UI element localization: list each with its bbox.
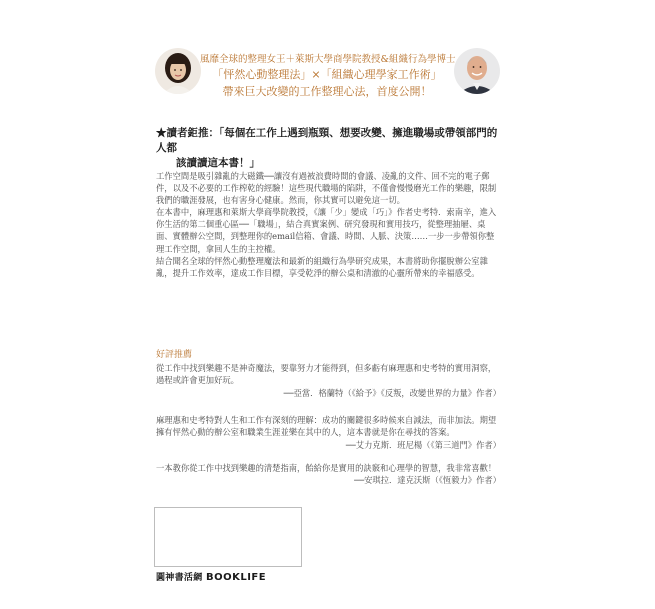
recommendation-line-2: 該讀讀這本書！」 xyxy=(176,157,260,169)
portrait-woman-icon xyxy=(155,48,201,94)
praise-item xyxy=(156,462,501,487)
logo-chinese-text: 圓神書活網 xyxy=(156,573,203,583)
header-tagline: 帶來巨大改變的工作整理心法，首度公開！ xyxy=(222,85,432,98)
header-title: 「怦然心動整理法」×「組織心理學家工作術」 xyxy=(212,68,442,81)
author-portrait-scott-sonenshein xyxy=(454,48,500,94)
intro-paragraph: 結合聞名全球的怦然心動整理魔法和最新的組織行為學研究成果，本書將助你擺脫辦公室雜亂，提升工作效率，達成工作目標，享受乾淨的辦公桌和清澈的心靈所帶來的幸福感受。 xyxy=(156,255,488,278)
praise-author: ──亞當．格蘭特（《給予》《反叛，改變世界的力量》作者） xyxy=(283,387,501,398)
praise-item xyxy=(156,414,501,451)
recommendation-line-1: ★讀者鉅推：「每個在工作上遇到瓶頸、想要改變、擁進職場或帶領部門的人都 xyxy=(156,127,498,154)
book-info-box xyxy=(154,507,302,567)
praise-text: 麻理惠和史考特對人生和工作有深刻的理解：成功的關鍵很多時候來自減法，而非加法。期望擁有怦然心動的辦公室和職業生涯並樂在其中的人，這本書就是你在尋找的答案。 xyxy=(156,415,497,438)
intro-paragraph: 工作空間是吸引雜亂的大磁鐵──讓沒有過被浪費時間的會議、凌亂的文件、回不完的電子郵件，以及不必要的工作榨乾的經驗！這些現代職場的陷阱，不僅會慢慢磨光工作的樂趣，限制我們的職涯發展，也有害身心健康。然而，你其實可以避免這一切。 xyxy=(156,171,497,206)
reader-recommendation xyxy=(156,126,501,171)
header-subtitle: 風靡全球的整理女王＋萊斯大學商學院教授&組織行為學博士 xyxy=(200,54,456,65)
praise-author: ──安琪拉．達克沃斯（《恆毅力》作者） xyxy=(354,475,501,486)
praise-text: 從工作中找到樂趣不是神奇魔法，要靠努力才能得到，但多虧有麻理惠和史考特的實用洞察，過程或許會更加好玩。 xyxy=(156,363,497,386)
logo-english-text: BOOKLIFE xyxy=(205,572,267,583)
praise-item xyxy=(156,362,501,399)
intro-paragraph: 在本書中，麻理惠和萊斯大學商學院教授，《讓「少」變成「巧」》作者史考特．索南辛，進入你生活的第二個重心區──「職場」，結合真實案例、研究發現和實用技巧，從整理抽屜、桌面、實體辦公空間，到整理你的email信箱、會議、時間、人脈、決策……一步一步帶領你整理工作空間，拿回人生的主控權。 xyxy=(156,207,497,254)
portrait-man-icon xyxy=(454,48,500,94)
praise-author: ──艾力克斯．班尼楊（《第三道門》作者） xyxy=(345,439,501,450)
author-portrait-marie-kondo xyxy=(155,48,201,94)
praise-section-title: 好評推薦 xyxy=(156,350,193,360)
praise-text: 一本教你從工作中找到樂趣的清楚指南，飴給你是實用的訣竅和心理學的智慧，我非常喜歡！ xyxy=(156,463,497,473)
booklife-logo[interactable] xyxy=(156,570,266,583)
book-introduction xyxy=(156,170,501,279)
